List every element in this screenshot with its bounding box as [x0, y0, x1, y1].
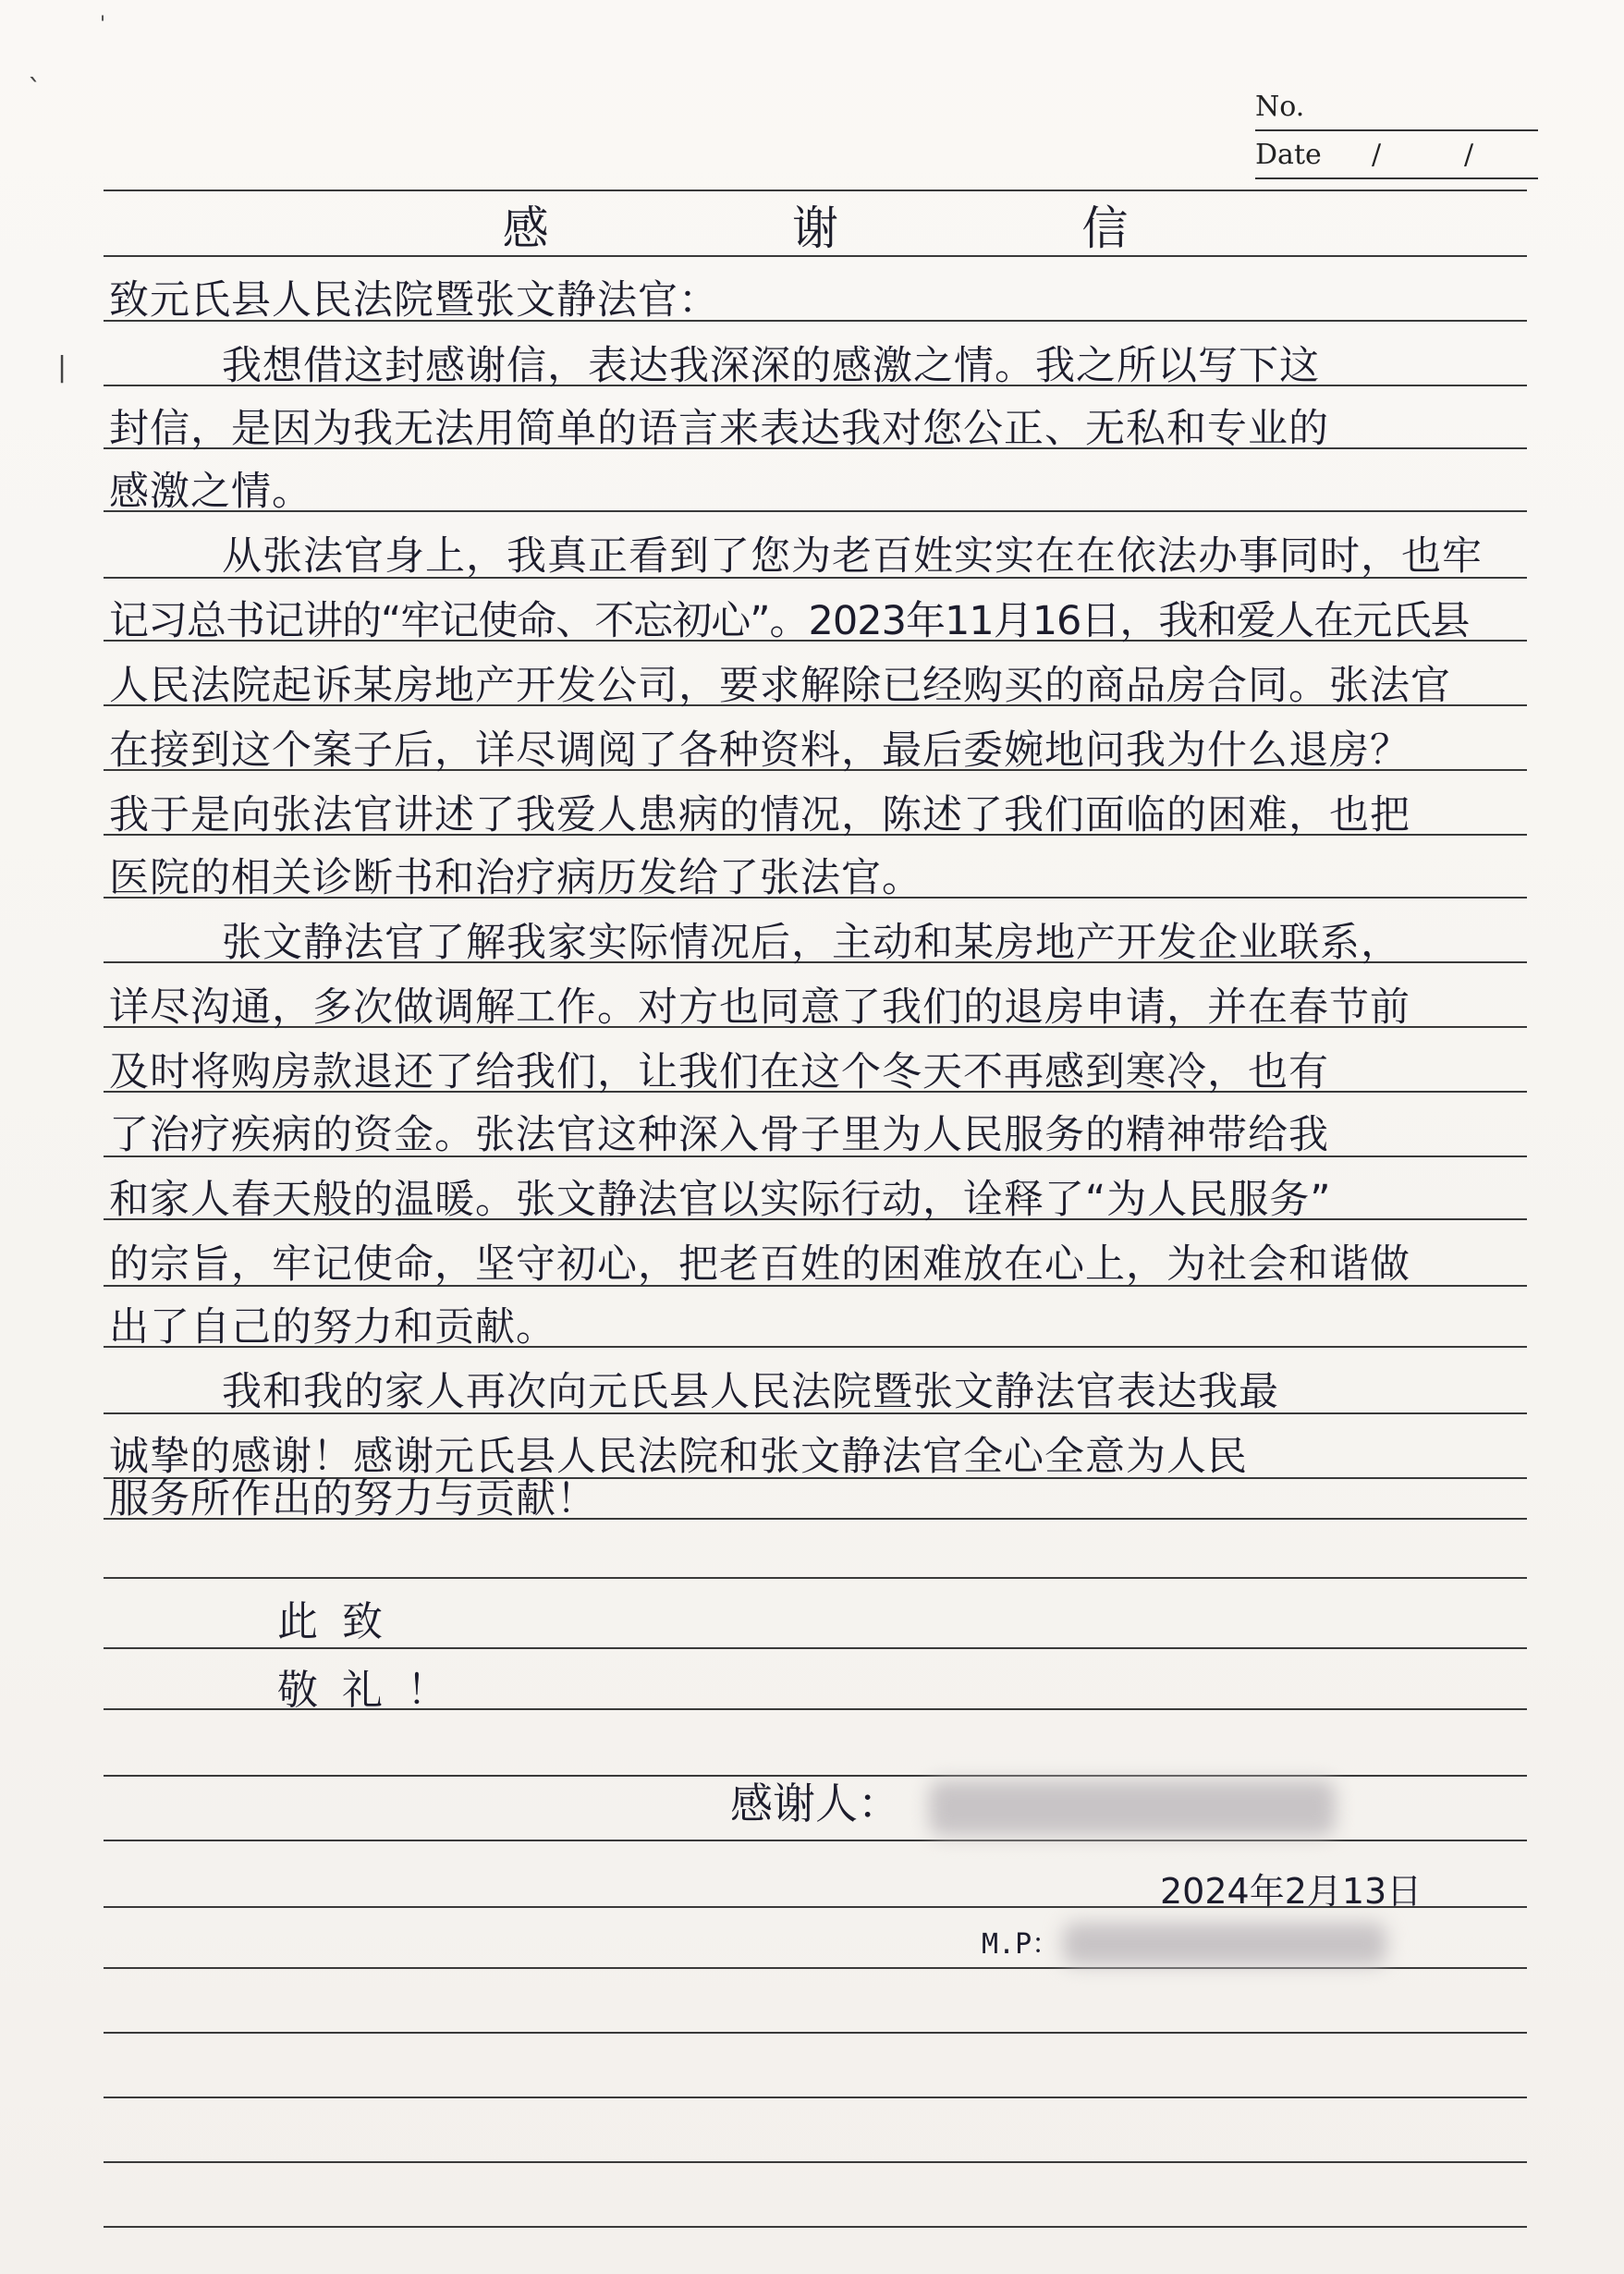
date-underline	[1255, 177, 1538, 179]
signature-label: 感谢人：	[730, 1779, 900, 1828]
date-slash-2: /	[1464, 139, 1474, 171]
rule-line	[104, 1840, 1527, 1841]
redacted-signature	[929, 1780, 1336, 1836]
rule-line	[104, 1967, 1527, 1969]
no-label: No.	[1255, 91, 1305, 123]
date-label: Date	[1255, 139, 1322, 171]
mp-label: M.P：	[982, 1928, 1060, 1961]
body-line: 感激之情。	[109, 469, 312, 515]
body-line: 在接到这个案子后，详尽调阅了各种资料，最后委婉地问我为什么退房？	[109, 727, 1410, 774]
rule-line	[104, 510, 1527, 512]
body-line: 从张法官身上，我真正看到了您为老百姓实实在在依法办事同时，也牢	[222, 533, 1483, 580]
rule-line	[104, 2097, 1527, 2098]
body-line: 我想借这封感谢信，表达我深深的感激之情。我之所以写下这	[222, 343, 1320, 389]
title-char: 信	[1081, 202, 1129, 255]
pen-mark: '	[100, 13, 106, 36]
signature-date: 2024年2月13日	[1160, 1871, 1423, 1912]
body-line: 记习总书记讲的“牢记使命、不忘初心”。2023年11月16日，我和爱人在元氏县	[109, 598, 1470, 644]
body-line: 和家人春天般的温暖。张文静法官以实际行动，诠释了“为人民服务”	[109, 1177, 1332, 1223]
pen-mark: `	[28, 74, 42, 106]
rule-line	[104, 2032, 1527, 2034]
body-line: 医院的相关诊断书和治疗病历发给了张法官。	[109, 855, 922, 901]
rule-line	[104, 1647, 1527, 1649]
closing-line-2: 敬礼！	[277, 1667, 471, 1714]
body-line: 出了自己的努力和贡献。	[109, 1304, 556, 1351]
letter-title	[104, 192, 1527, 257]
body-line: 我和我的家人再次向元氏县人民法院暨张文静法官表达我最	[222, 1369, 1279, 1415]
header-fields	[1255, 91, 1538, 183]
rule-line	[104, 1577, 1527, 1579]
body-line: 服务所作出的努力与贡献！	[109, 1476, 597, 1522]
date-slash-1: /	[1372, 139, 1382, 171]
title-char: 感	[502, 202, 549, 255]
body-line: 人民法院起诉某房地产开发公司，要求解除已经购买的商品房合同。张法官	[109, 663, 1451, 709]
body-line: 了治疗疾病的资金。张法官这种深入骨子里为人民服务的精神带给我	[109, 1112, 1329, 1158]
redacted-phone	[1063, 1923, 1386, 1965]
body-line: 张文静法官了解我家实际情况后，主动和某房地产开发企业联系，	[222, 920, 1401, 966]
no-underline	[1255, 129, 1538, 131]
closing-line-1: 此致	[277, 1598, 407, 1645]
body-line: 封信，是因为我无法用简单的语言来表达我对您公正、无私和专业的	[109, 406, 1329, 452]
title-char: 谢	[791, 202, 838, 255]
pen-mark: |	[57, 351, 67, 384]
body-line: 我于是向张法官讲述了我爱人患病的情况，陈述了我们面临的困难，也把	[109, 792, 1410, 838]
body-line: 的宗旨，牢记使命，坚守初心，把老百姓的困难放在心上，为社会和谐做	[109, 1241, 1410, 1288]
rule-line	[104, 2161, 1527, 2163]
salutation: 致元氏县人民法院暨张文静法官：	[109, 277, 719, 324]
body-line: 详尽沟通，多次做调解工作。对方也同意了我们的退房申请，并在春节前	[109, 984, 1410, 1031]
body-line: 诚挚的感谢！感谢元氏县人民法院和张文静法官全心全意为人民	[109, 1434, 1248, 1480]
body-line: 及时将购房款退还了给我们，让我们在这个冬天不再感到寒冷，也有	[109, 1049, 1329, 1095]
rule-line	[104, 2226, 1527, 2228]
